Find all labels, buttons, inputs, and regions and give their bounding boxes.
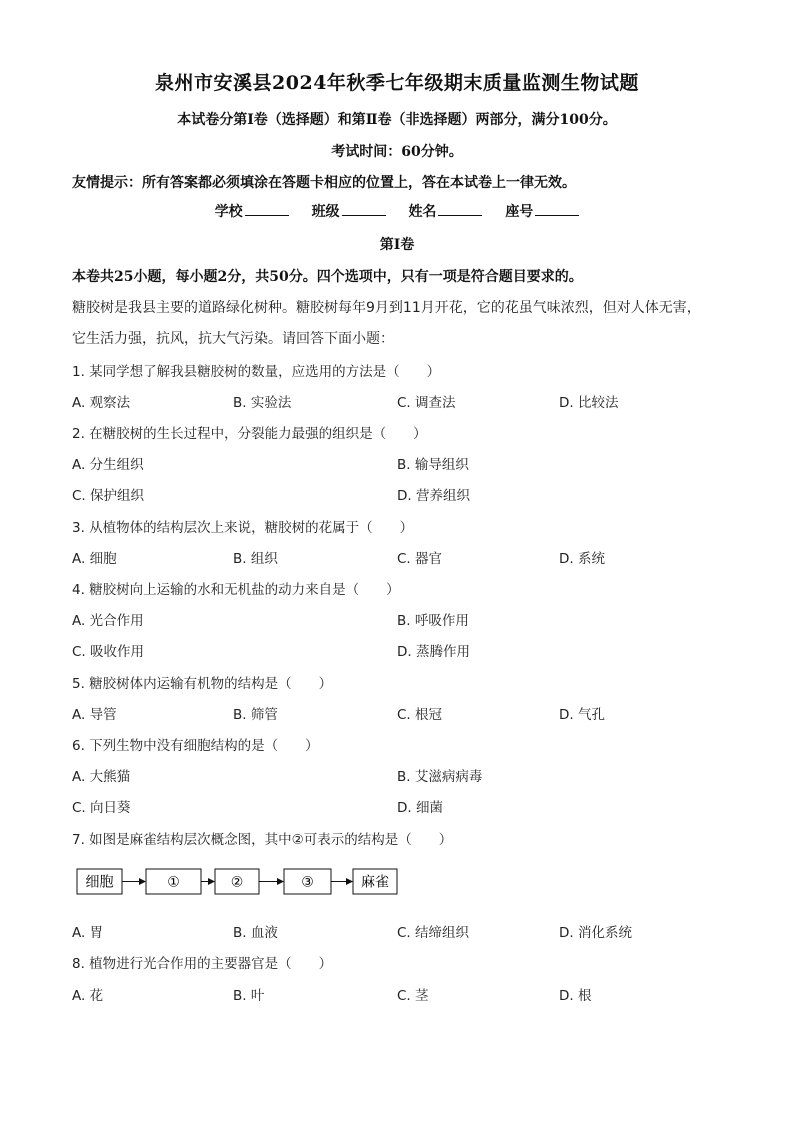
- q1-option-a[interactable]: A. 观察法: [72, 395, 131, 411]
- diagram-label-2: ②: [230, 874, 244, 891]
- section-title: 第Ⅰ卷: [379, 237, 415, 253]
- q7-option-a[interactable]: A. 胃: [72, 925, 104, 941]
- q3-option-a[interactable]: A. 细胞: [72, 551, 117, 567]
- name-label: 姓名: [408, 204, 437, 220]
- diagram-label-cell: 细胞: [85, 874, 114, 891]
- q1-option-d[interactable]: D. 比较法: [559, 395, 619, 411]
- q4-option-a[interactable]: A. 光合作用: [72, 613, 144, 629]
- diagram-label-1: ①: [167, 874, 180, 891]
- q8-option-b[interactable]: B. 叶: [233, 988, 265, 1004]
- q2-option-a[interactable]: A. 分生组织: [72, 457, 144, 473]
- diagram-box-3: [284, 869, 331, 894]
- question-4: 4. 糖胶树向上运输的水和无机盐的动力来自是（ ）: [72, 582, 400, 598]
- q8-option-c[interactable]: C. 茎: [397, 988, 429, 1004]
- diagram-box-1: [146, 869, 201, 894]
- question-5: 5. 糖胶树体内运输有机物的结构是（ ）: [72, 676, 333, 692]
- student-info-row: [0, 201, 794, 221]
- q6-option-a[interactable]: A. 大熊猫: [72, 769, 131, 785]
- diagram-box-sparrow: [353, 869, 397, 894]
- q8-option-a[interactable]: A. 花: [72, 988, 104, 1004]
- exam-title: 泉州市安溪县2024年秋季七年级期末质量监测生物试题: [155, 72, 639, 94]
- q6-option-d[interactable]: D. 细菌: [397, 800, 443, 816]
- exam-intro: 本试卷分第Ⅰ卷（选择题）和第Ⅱ卷（非选择题）两部分，满分100分。: [177, 112, 617, 128]
- q2-option-d[interactable]: D. 营养组织: [397, 488, 470, 504]
- q7-option-b[interactable]: B. 血液: [233, 925, 278, 941]
- school-blank[interactable]: [245, 202, 289, 216]
- question-7: 7. 如图是麻雀结构层次概念图，其中②可表示的结构是（ ）: [72, 832, 453, 848]
- q7-option-c[interactable]: C. 结缔组织: [397, 925, 470, 941]
- seat-label: 座号: [505, 204, 534, 220]
- q5-option-a[interactable]: A. 导管: [72, 707, 117, 723]
- exam-time: 考试时间：60分钟。: [331, 144, 463, 160]
- q5-option-d[interactable]: D. 气孔: [559, 707, 605, 723]
- question-8: 8. 植物进行光合作用的主要器官是（ ）: [72, 956, 333, 972]
- sparrow-hierarchy-diagram: [76, 866, 406, 898]
- diagram-box-2: [215, 869, 259, 894]
- question-6: 6. 下列生物中没有细胞结构的是（ ）: [72, 738, 319, 754]
- class-label: 班级: [311, 204, 340, 220]
- class-blank[interactable]: [342, 202, 386, 216]
- q4-option-d[interactable]: D. 蒸腾作用: [397, 644, 470, 660]
- q7-option-d[interactable]: D. 消化系统: [559, 925, 632, 941]
- diagram-box-cell: [77, 869, 122, 894]
- q2-option-b[interactable]: B. 输导组织: [397, 457, 469, 473]
- q2-option-c[interactable]: C. 保护组织: [72, 488, 145, 504]
- q8-option-d[interactable]: D. 根: [559, 988, 592, 1004]
- seat-blank[interactable]: [535, 202, 579, 216]
- q5-option-b[interactable]: B. 筛管: [233, 707, 278, 723]
- section-instruction: 本卷共25小题，每小题2分，共50分。四个选项中，只有一项是符合题目要求的。: [72, 269, 583, 285]
- exam-notice: 友情提示：所有答案都必须填涂在答题卡相应的位置上，答在本试卷上一律无效。: [72, 175, 576, 191]
- name-blank[interactable]: [438, 202, 482, 216]
- q5-option-c[interactable]: C. 根冠: [397, 707, 443, 723]
- diagram-label-3: ③: [301, 874, 314, 891]
- q3-option-d[interactable]: D. 系统: [559, 551, 605, 567]
- q6-option-c[interactable]: C. 向日葵: [72, 800, 131, 816]
- q4-option-b[interactable]: B. 呼吸作用: [397, 613, 469, 629]
- q6-option-b[interactable]: B. 艾滋病病毒: [397, 769, 483, 785]
- question-1: 1. 某同学想了解我县糖胶树的数量，应选用的方法是（ ）: [72, 364, 441, 380]
- passage-line-1: 糖胶树是我县主要的道路绿化树种。糖胶树每年9月到11月开花，它的花虽气味浓烈，但对人体无害，: [72, 300, 701, 316]
- passage-line-2: 它生活力强，抗风，抗大气污染。请回答下面小题：: [72, 331, 394, 347]
- q3-option-c[interactable]: C. 器官: [397, 551, 443, 567]
- school-label: 学校: [214, 204, 243, 220]
- diagram-label-sparrow: 麻雀: [361, 874, 389, 891]
- q1-option-c[interactable]: C. 调查法: [397, 395, 456, 411]
- q3-option-b[interactable]: B. 组织: [233, 551, 278, 567]
- q4-option-c[interactable]: C. 吸收作用: [72, 644, 145, 660]
- question-2: 2. 在糖胶树的生长过程中，分裂能力最强的组织是（ ）: [72, 426, 427, 442]
- question-3: 3. 从植物体的结构层次上来说，糖胶树的花属于（ ）: [72, 520, 414, 536]
- q1-option-b[interactable]: B. 实验法: [233, 395, 292, 411]
